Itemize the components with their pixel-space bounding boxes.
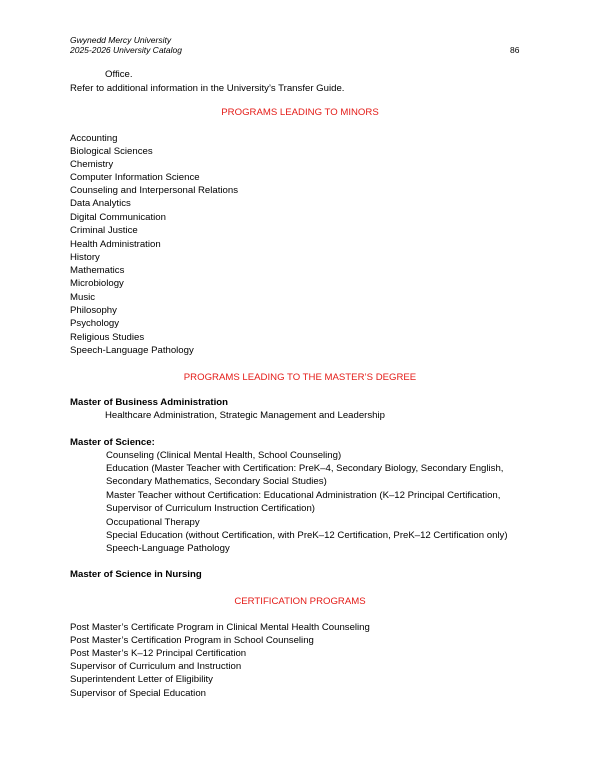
minor-item: Biological Sciences <box>70 146 153 157</box>
ms-title: Master of Science: <box>70 437 155 448</box>
ms-line: Counseling (Clinical Mental Health, School Counseling) <box>106 450 342 461</box>
minor-item: Music <box>70 292 96 303</box>
certification-item: Superintendent Letter of Eligibility <box>70 674 213 685</box>
minor-item: History <box>70 252 100 263</box>
certification-item: Post Master’s Certificate Program in Clinical Mental Health Counseling <box>70 622 370 633</box>
minor-item: Speech-Language Pathology <box>70 345 194 356</box>
minor-item: Criminal Justice <box>70 225 138 236</box>
minor-item: Accounting <box>70 133 118 144</box>
minor-item: Counseling and Interpersonal Relations <box>70 185 238 196</box>
certification-item: Supervisor of Special Education <box>70 688 206 699</box>
certification-item: Supervisor of Curriculum and Instruction <box>70 661 242 672</box>
minor-item: Philosophy <box>70 305 117 316</box>
ms-line: Supervisor of Curriculum Instruction Certification) <box>106 503 316 514</box>
minor-item: Digital Communication <box>70 212 166 223</box>
transfer-guide-line: Refer to additional information in the University’s Transfer Guide. <box>70 83 345 94</box>
masters-heading: PROGRAMS LEADING TO THE MASTER’S DEGREE <box>183 372 417 383</box>
ms-line: Special Education (without Certification, with PreK–12 Certification, PreK–12 Certification only) <box>106 530 508 541</box>
minor-item: Psychology <box>70 318 120 329</box>
minor-item: Chemistry <box>70 159 114 170</box>
ms-line: Occupational Therapy <box>106 517 200 528</box>
minor-item: Mathematics <box>70 265 125 276</box>
minors-heading: PROGRAMS LEADING TO MINORS <box>221 107 379 118</box>
header-catalog: 2025-2026 University Catalog <box>70 45 182 55</box>
ms-line: Secondary Mathematics, Secondary Social Studies) <box>106 476 327 487</box>
mba-title: Master of Business Administration <box>70 397 228 408</box>
ms-line: Speech-Language Pathology <box>106 543 230 554</box>
minor-item: Religious Studies <box>70 332 145 343</box>
minor-item: Microbiology <box>70 278 124 289</box>
ms-line: Education (Master Teacher with Certification: PreK–4, Secondary Biology, Secondary English, <box>106 463 504 474</box>
minor-item: Data Analytics <box>70 198 131 209</box>
office-line: Office. <box>105 69 133 80</box>
ms-line: Master Teacher without Certification: Educational Administration (K–12 Principal Certification, <box>106 490 501 501</box>
page-number: 86 <box>510 45 520 55</box>
certification-item: Post Master’s K–12 Principal Certification <box>70 648 247 659</box>
minor-item: Health Administration <box>70 239 161 250</box>
minor-item: Computer Information Science <box>70 172 200 183</box>
header-university: Gwynedd Mercy University <box>70 35 172 45</box>
msn-title: Master of Science in Nursing <box>70 569 202 580</box>
certification-item: Post Master’s Certification Program in School Counseling <box>70 635 314 646</box>
certifications-heading: CERTIFICATION PROGRAMS <box>234 596 366 607</box>
mba-tracks: Healthcare Administration, Strategic Management and Leadership <box>105 410 385 421</box>
